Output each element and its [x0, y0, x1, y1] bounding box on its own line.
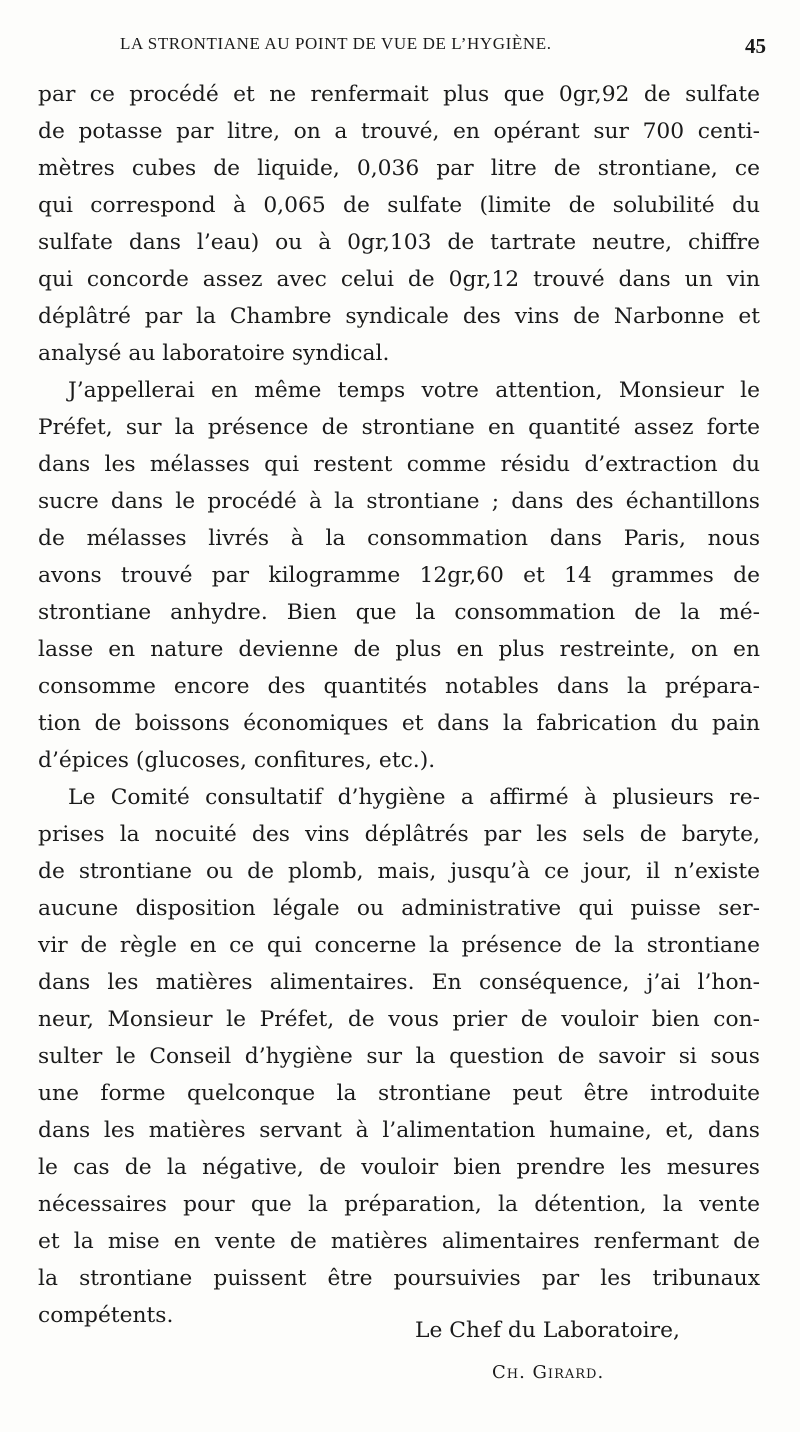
- text-line: tion de boissons économiques et dans la fabrication du pain: [38, 711, 760, 736]
- text-line: consomme encore des quantités notables dans la prépara-: [38, 674, 760, 699]
- page-number: 45: [745, 34, 766, 58]
- text-line: strontiane anhydre. Bien que la consommation de la mé-: [38, 600, 760, 625]
- text-line: avons trouvé par kilogramme 12gr,60 et 14 grammes de: [38, 563, 760, 588]
- text-line: dans les matières servant à l’alimentation humaine, et, dans: [38, 1118, 760, 1143]
- text-line: la strontiane puissent être poursuivies par les tribunaux: [38, 1266, 760, 1291]
- body-text: [38, 76, 760, 1334]
- text-line: aucune disposition légale ou administrative qui puisse ser-: [38, 896, 760, 921]
- text-line: nécessaires pour que la préparation, la détention, la vente: [38, 1192, 760, 1217]
- text-line: mètres cubes de liquide, 0,036 par litre de strontiane, ce: [38, 156, 760, 181]
- text-line: qui correspond à 0,065 de sulfate (limite de solubilité du: [38, 193, 760, 218]
- signature-name: Ch. Girard.: [492, 1362, 605, 1383]
- text-line: et la mise en vente de matières alimentaires renfermant de: [38, 1229, 760, 1254]
- text-line: de strontiane ou de plomb, mais, jusqu’à ce jour, il n’existe: [38, 859, 760, 884]
- text-line: déplâtré par la Chambre syndicale des vins de Narbonne et: [38, 304, 760, 329]
- text-line: prises la nocuité des vins déplâtrés par les sels de baryte,: [38, 822, 760, 847]
- text-line: Le Comité consultatif d’hygiène a affirmé à plusieurs re-: [68, 785, 760, 810]
- text-line: neur, Monsieur le Préfet, de vous prier de vouloir bien con-: [38, 1007, 760, 1032]
- text-line: J’appellerai en même temps votre attention, Monsieur le: [68, 378, 760, 403]
- text-line: lasse en nature devienne de plus en plus restreinte, on en: [38, 637, 760, 662]
- text-line: d’épices (glucoses, confitures, etc.).: [38, 748, 436, 773]
- running-head: LA STRONTIANE AU POINT DE VUE DE L’HYGIÈNE.: [120, 34, 552, 53]
- text-line: par ce procédé et ne renfermait plus que 0gr,92 de sulfate: [38, 82, 760, 107]
- text-line: sulter le Conseil d’hygiène sur la question de savoir si sous: [38, 1044, 760, 1069]
- page-header: [36, 34, 766, 60]
- text-line: une forme quelconque la strontiane peut être introduite: [38, 1081, 760, 1106]
- signature-title: Le Chef du Laboratoire,: [415, 1318, 680, 1343]
- text-line: dans les mélasses qui restent comme résidu d’extraction du: [38, 452, 760, 477]
- text-line: vir de règle en ce qui concerne la présence de la strontiane: [38, 933, 760, 958]
- text-line: analysé au laboratoire syndical.: [38, 341, 390, 366]
- text-line: Préfet, sur la présence de strontiane en quantité assez forte: [38, 415, 760, 440]
- text-line: le cas de la négative, de vouloir bien prendre les mesures: [38, 1155, 760, 1180]
- text-line: de potasse par litre, on a trouvé, en opérant sur 700 centi-: [38, 119, 760, 144]
- text-line: dans les matières alimentaires. En conséquence, j’ai l’hon-: [38, 970, 760, 995]
- text-line: sucre dans le procédé à la strontiane ; dans des échantillons: [38, 489, 760, 514]
- text-line: qui concorde assez avec celui de 0gr,12 trouvé dans un vin: [38, 267, 760, 292]
- text-line: compétents.: [38, 1303, 174, 1328]
- text-line: sulfate dans l’eau) ou à 0gr,103 de tartrate neutre, chiffre: [38, 230, 760, 255]
- text-line: de mélasses livrés à la consommation dans Paris, nous: [38, 526, 760, 551]
